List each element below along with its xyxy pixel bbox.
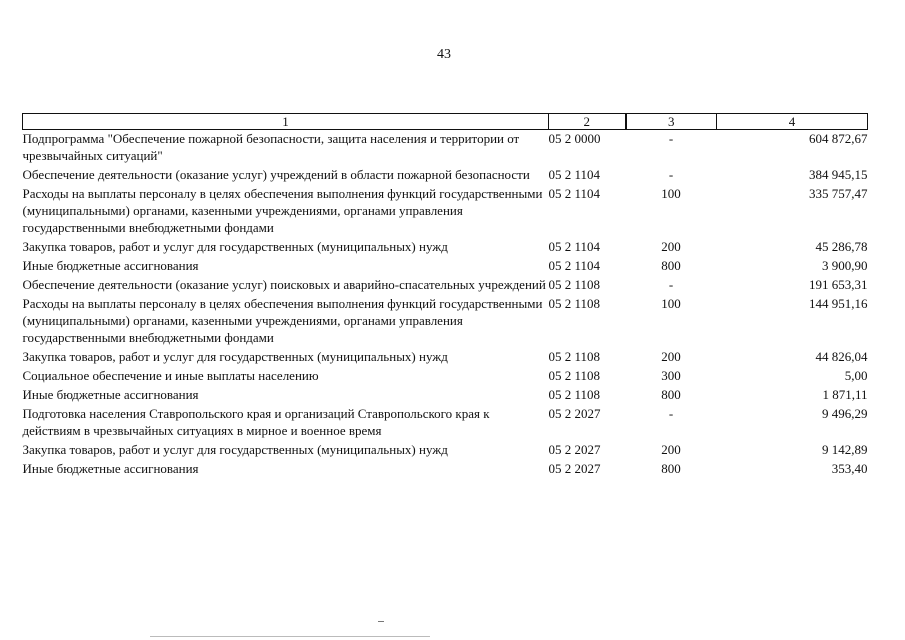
row-expense-type: - <box>668 406 674 421</box>
row-code: 05 2 2027 <box>548 442 601 457</box>
row-expense-type: 800 <box>661 461 681 476</box>
row-amount: 191 653,31 <box>809 277 868 292</box>
row-amount: 45 286,78 <box>815 239 868 254</box>
row-name: Иные бюджетные ассигнования <box>22 461 199 476</box>
table-row <box>23 295 868 348</box>
row-amount: 604 872,67 <box>809 131 868 146</box>
row-code: 05 2 1104 <box>548 239 601 254</box>
row-name: Подпрограмма "Обеспечение пожарной безопасности, защита населения и территории от чрезвычайных ситуаций" <box>22 131 520 163</box>
table-row <box>23 185 868 238</box>
row-expense-type: 200 <box>661 239 681 254</box>
row-expense-type: - <box>668 131 674 146</box>
scan-artifact <box>378 621 384 622</box>
row-code: 05 2 1108 <box>548 368 601 383</box>
row-name: Иные бюджетные ассигнования <box>22 387 199 402</box>
row-amount: 5,00 <box>844 368 868 383</box>
row-expense-type: - <box>668 167 674 182</box>
row-amount: 384 945,15 <box>809 167 868 182</box>
row-amount: 353,40 <box>831 461 868 476</box>
row-amount: 9 142,89 <box>822 442 868 457</box>
row-name: Социальное обеспечение и иные выплаты населению <box>22 368 319 383</box>
row-code: 05 2 2027 <box>548 406 601 421</box>
row-code: 05 2 1108 <box>548 349 601 364</box>
row-name: Закупка товаров, работ и услуг для государственных (муниципальных) нужд <box>22 349 448 364</box>
row-code: 05 2 1108 <box>548 387 601 402</box>
column-header-4: 4 <box>717 114 868 130</box>
table-row <box>23 276 868 295</box>
table-row <box>23 386 868 405</box>
budget-table <box>22 113 868 479</box>
row-name: Обеспечение деятельности (оказание услуг) учреждений в области пожарной безопасности <box>22 167 530 182</box>
row-expense-type: 100 <box>661 296 681 311</box>
row-amount: 44 826,04 <box>815 349 868 364</box>
scan-artifact <box>150 636 430 637</box>
row-code: 05 2 1104 <box>548 167 601 182</box>
row-code: 05 2 1108 <box>548 296 601 311</box>
table-header-row <box>23 114 868 130</box>
row-name: Иные бюджетные ассигнования <box>22 258 199 273</box>
column-header-3: 3 <box>626 114 717 130</box>
row-name: Расходы на выплаты персоналу в целях обеспечения выполнения функций государственными (муниципальными) органами, казенными учреждениями, органами управления государственными внебюджетными фондами <box>22 296 543 345</box>
page-number: 43 <box>437 47 451 62</box>
row-amount: 9 496,29 <box>822 406 868 421</box>
table-row <box>23 367 868 386</box>
row-name: Закупка товаров, работ и услуг для государственных (муниципальных) нужд <box>22 239 448 254</box>
row-code: 05 2 0000 <box>548 131 601 146</box>
row-expense-type: 800 <box>661 387 681 402</box>
row-code: 05 2 1108 <box>548 277 601 292</box>
table-row <box>23 130 868 167</box>
row-code: 05 2 1104 <box>548 258 601 273</box>
row-expense-type: 300 <box>661 368 681 383</box>
row-name: Обеспечение деятельности (оказание услуг) поисковых и аварийно-спасательных учреждений <box>22 277 546 292</box>
table-row <box>23 257 868 276</box>
table-row <box>23 460 868 479</box>
table-row <box>23 166 868 185</box>
table-row <box>23 238 868 257</box>
table-row <box>23 405 868 441</box>
row-name: Подготовка населения Ставропольского края и организаций Ставропольского края к действиям в чрезвычайных ситуациях в мирное и военное время <box>22 406 490 438</box>
row-code: 05 2 2027 <box>548 461 601 476</box>
row-expense-type: 100 <box>661 186 681 201</box>
row-expense-type: 200 <box>661 442 681 457</box>
column-header-1: 1 <box>23 114 549 130</box>
row-expense-type: 200 <box>661 349 681 364</box>
row-amount: 335 757,47 <box>809 186 868 201</box>
row-amount: 1 871,11 <box>822 387 868 402</box>
table-row <box>23 441 868 460</box>
row-name: Закупка товаров, работ и услуг для государственных (муниципальных) нужд <box>22 442 448 457</box>
column-header-2: 2 <box>549 114 626 130</box>
row-expense-type: - <box>668 277 674 292</box>
table-row <box>23 348 868 367</box>
row-name: Расходы на выплаты персоналу в целях обеспечения выполнения функций государственными (муниципальными) органами, казенными учреждениями, органами управления государственными внебюджетными фондами <box>22 186 543 235</box>
row-amount: 3 900,90 <box>822 258 868 273</box>
row-code: 05 2 1104 <box>548 186 601 201</box>
row-amount: 144 951,16 <box>809 296 868 311</box>
row-expense-type: 800 <box>661 258 681 273</box>
